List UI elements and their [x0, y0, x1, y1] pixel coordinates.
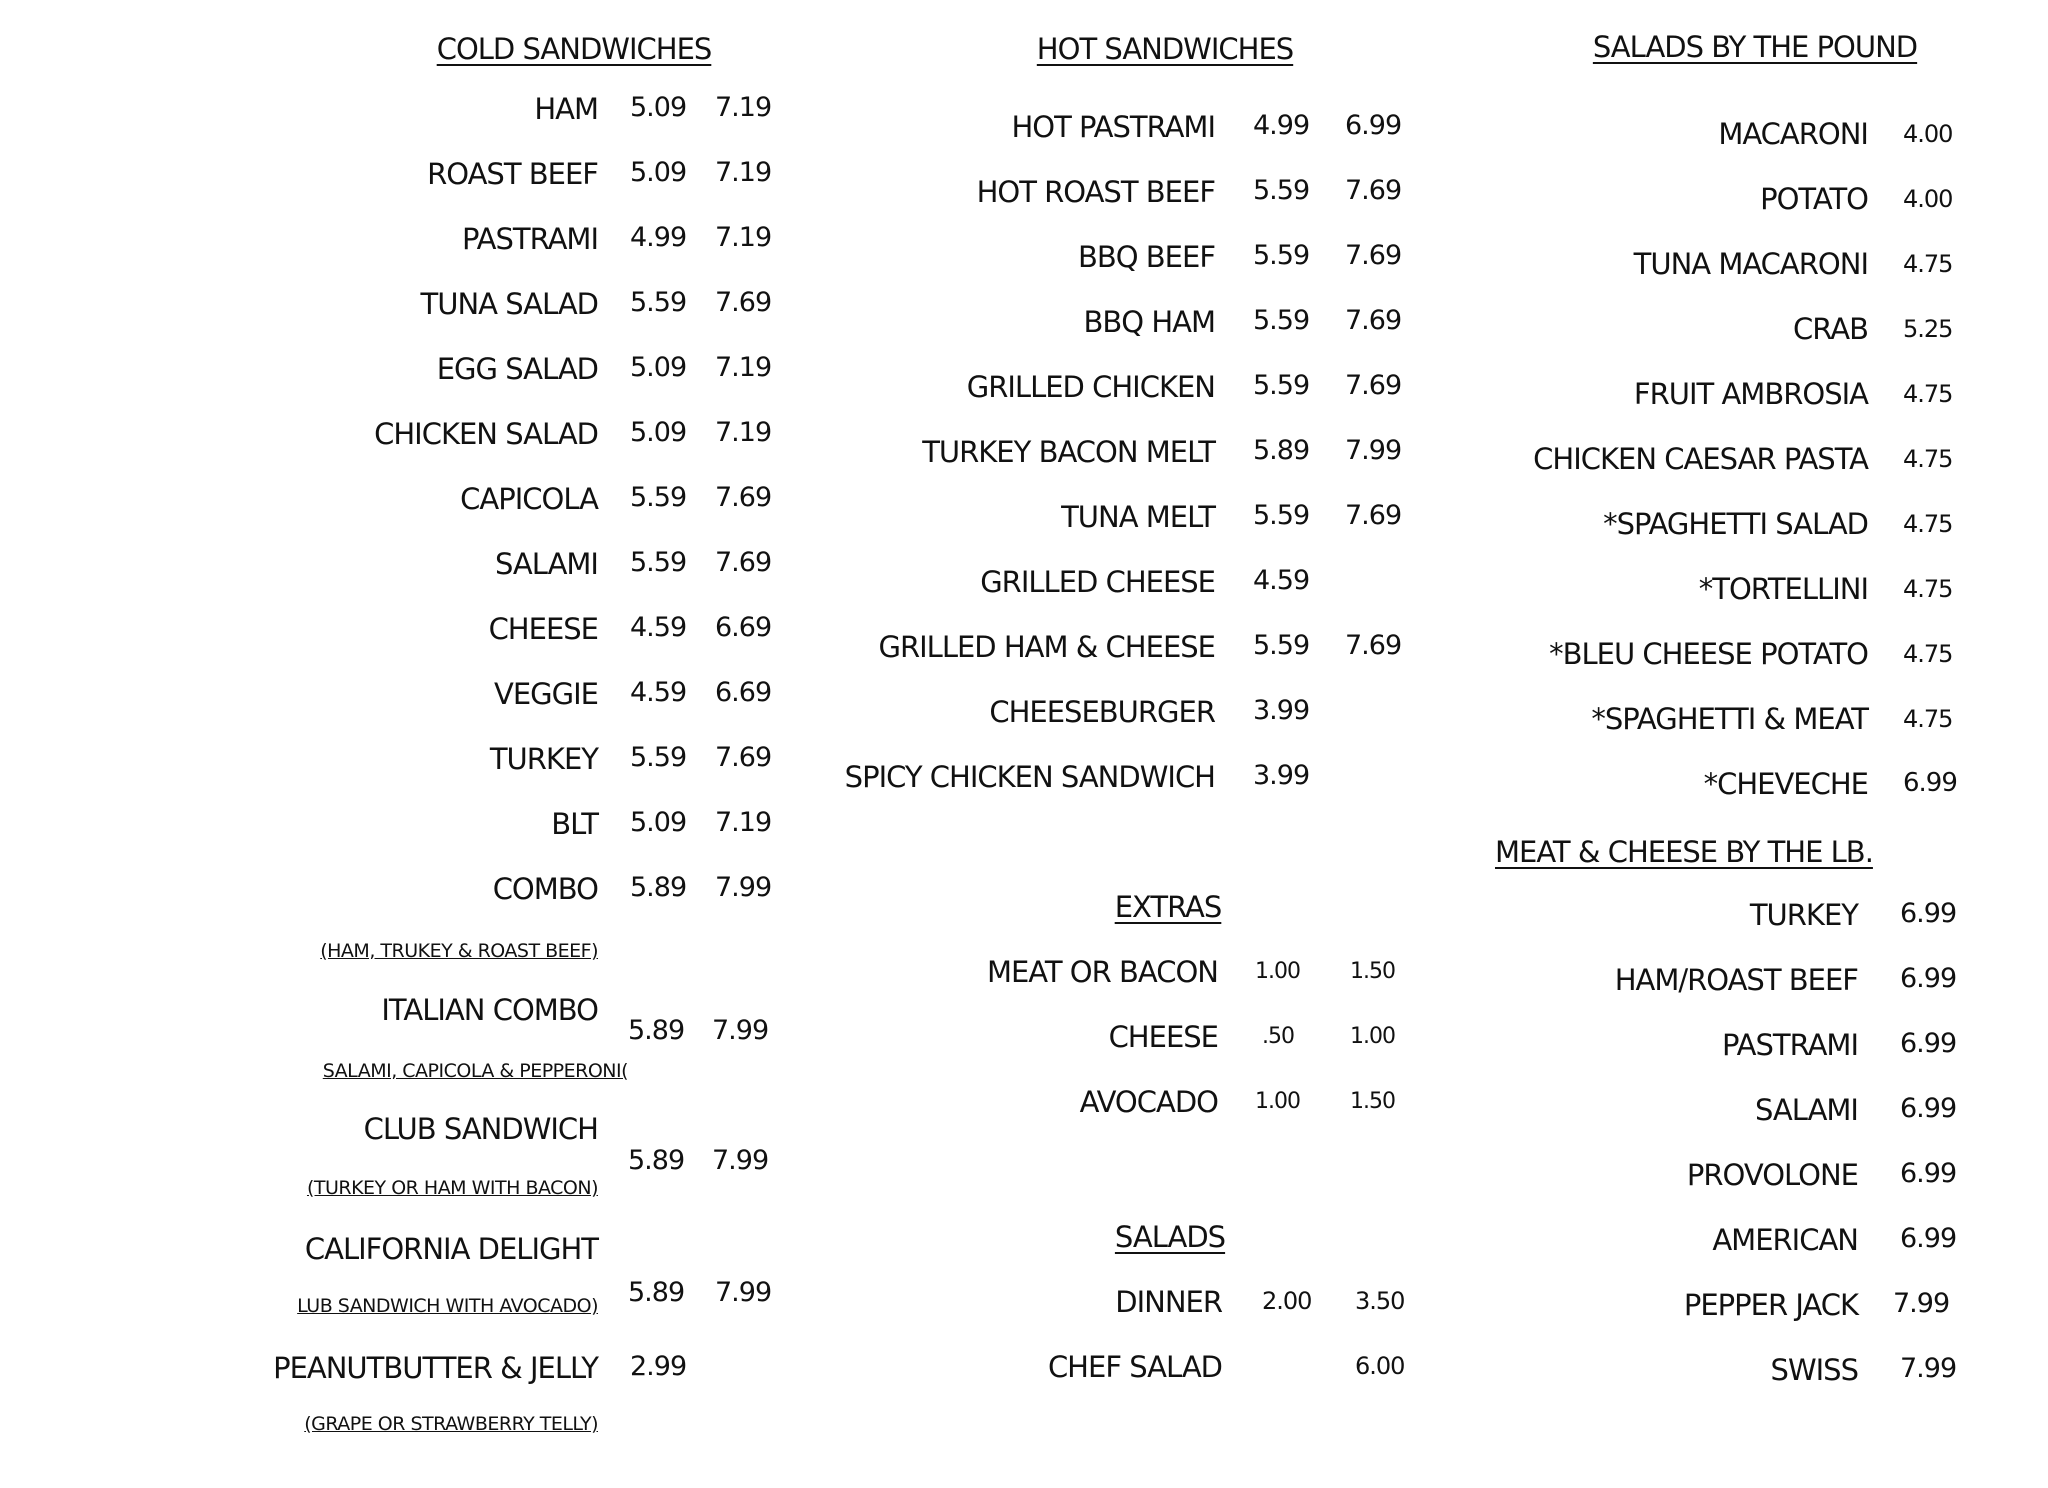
salads-by-pound-header: SALADS BY THE POUND [1592, 30, 1918, 64]
italian-combo-note: SALAMI, CAPICOLA & PEPPERONI( [322, 1060, 628, 1082]
salads-header: SALADS [1114, 1220, 1226, 1254]
meat-cheese-header: MEAT & CHEESE BY THE LB. [1495, 835, 1873, 869]
pbj-note: (GRAPE OR STRAWBERRY TELLY) [304, 1413, 598, 1435]
california-delight-note: LUB SANDWICH WITH AVOCADO) [297, 1295, 598, 1317]
cold-sandwiches-header: COLD SANDWICHES [436, 32, 712, 66]
combo-note: (HAM, TRUKEY & ROAST BEEF) [320, 940, 598, 962]
extras-header: EXTRAS [1114, 890, 1222, 924]
menu-page: COLD SANDWICHES HAM 5.09 7.19 ROAST BEEF 5.09 7.19 PASTRAMI 4.99 7.19 TUNA SALAD 5.59 7.69 EGG SALAD 5.09 7.19 CHICKEN SALAD 5.09 7.19 CAPICOLA 5.59 7.69 SALAMI 5.59 7.69 CHEESE 4.59 6.69 VEGGIE 4.59 6.69 TURKEY 5.59 7.69 BLT 5.09 7.19 COMBO 5.89 7.99 (HAM, TRUKEY & ROAST BEEF) ITALIAN COMBO SALAMI, CAPICOLA & PEPPERONI( 5.89 7.99 CLUB SANDWICH (TURKEY OR HAM WITH BACON) 5.89 7.99 CALIFORNIA DELIGHT LUB SANDWICH WITH AVOCADO) 5.89 7.99 PEANUTBUTTER & JELLY 2.99 (GRAPE OR STRAWBERRY TELLY) HOT SANDWICHES HOT PASTRAMI 4.99 6.99 HOT ROAST BEEF 5.59 7.69 BBQ BEEF 5.59 7.69 BBQ HAM 5.59 7.69 GRILLED CHICKEN 5.59 7.69 TURKEY BACON MELT 5.89 7.99 TUNA MELT 5.59 7.69 GRILLED CHEESE 4.59 GRILLED HAM & CHEESE 5.59 7.69 CHEESEBURGER 3.99 SPICY CHICKEN SANDWICH 3.99 EXTRAS MEAT OR BACON 1.00 1.50 CHEESE .50 1.00 AVOCADO 1.00 1.50 SALADS DINNER 2.00 3.50 CHEF SALAD 6.00 SALADS BY THE POUND MACARONI 4.00 POTATO 4.00 TUNA MACARONI 4.75 CRAB 5.25 FRUIT AMBROSIA 4.75 CHICKEN CAESAR PASTA 4.75 *SPAGHETTI SALAD 4.75 *TORTELLINI 4.75 *BLEU CHEESE POTATO 4.75 *SPAGHETTI & MEAT 4.75 *CHEVECHE 6.99 MEAT & CHEESE BY THE LB. TURKEY 6.99 HAM/ROAST BEEF 6.99 PASTRAMI 6.99 SALAMI 6.99 PROVOLONE 6.99 AMERICAN 6.99 PEPPER JACK 7.99 SWISS 7.99 [273, 30, 1957, 1435]
club-sandwich-note: (TURKEY OR HAM WITH BACON) [306, 1177, 598, 1199]
hot-sandwiches-header: HOT SANDWICHES [1036, 32, 1294, 66]
